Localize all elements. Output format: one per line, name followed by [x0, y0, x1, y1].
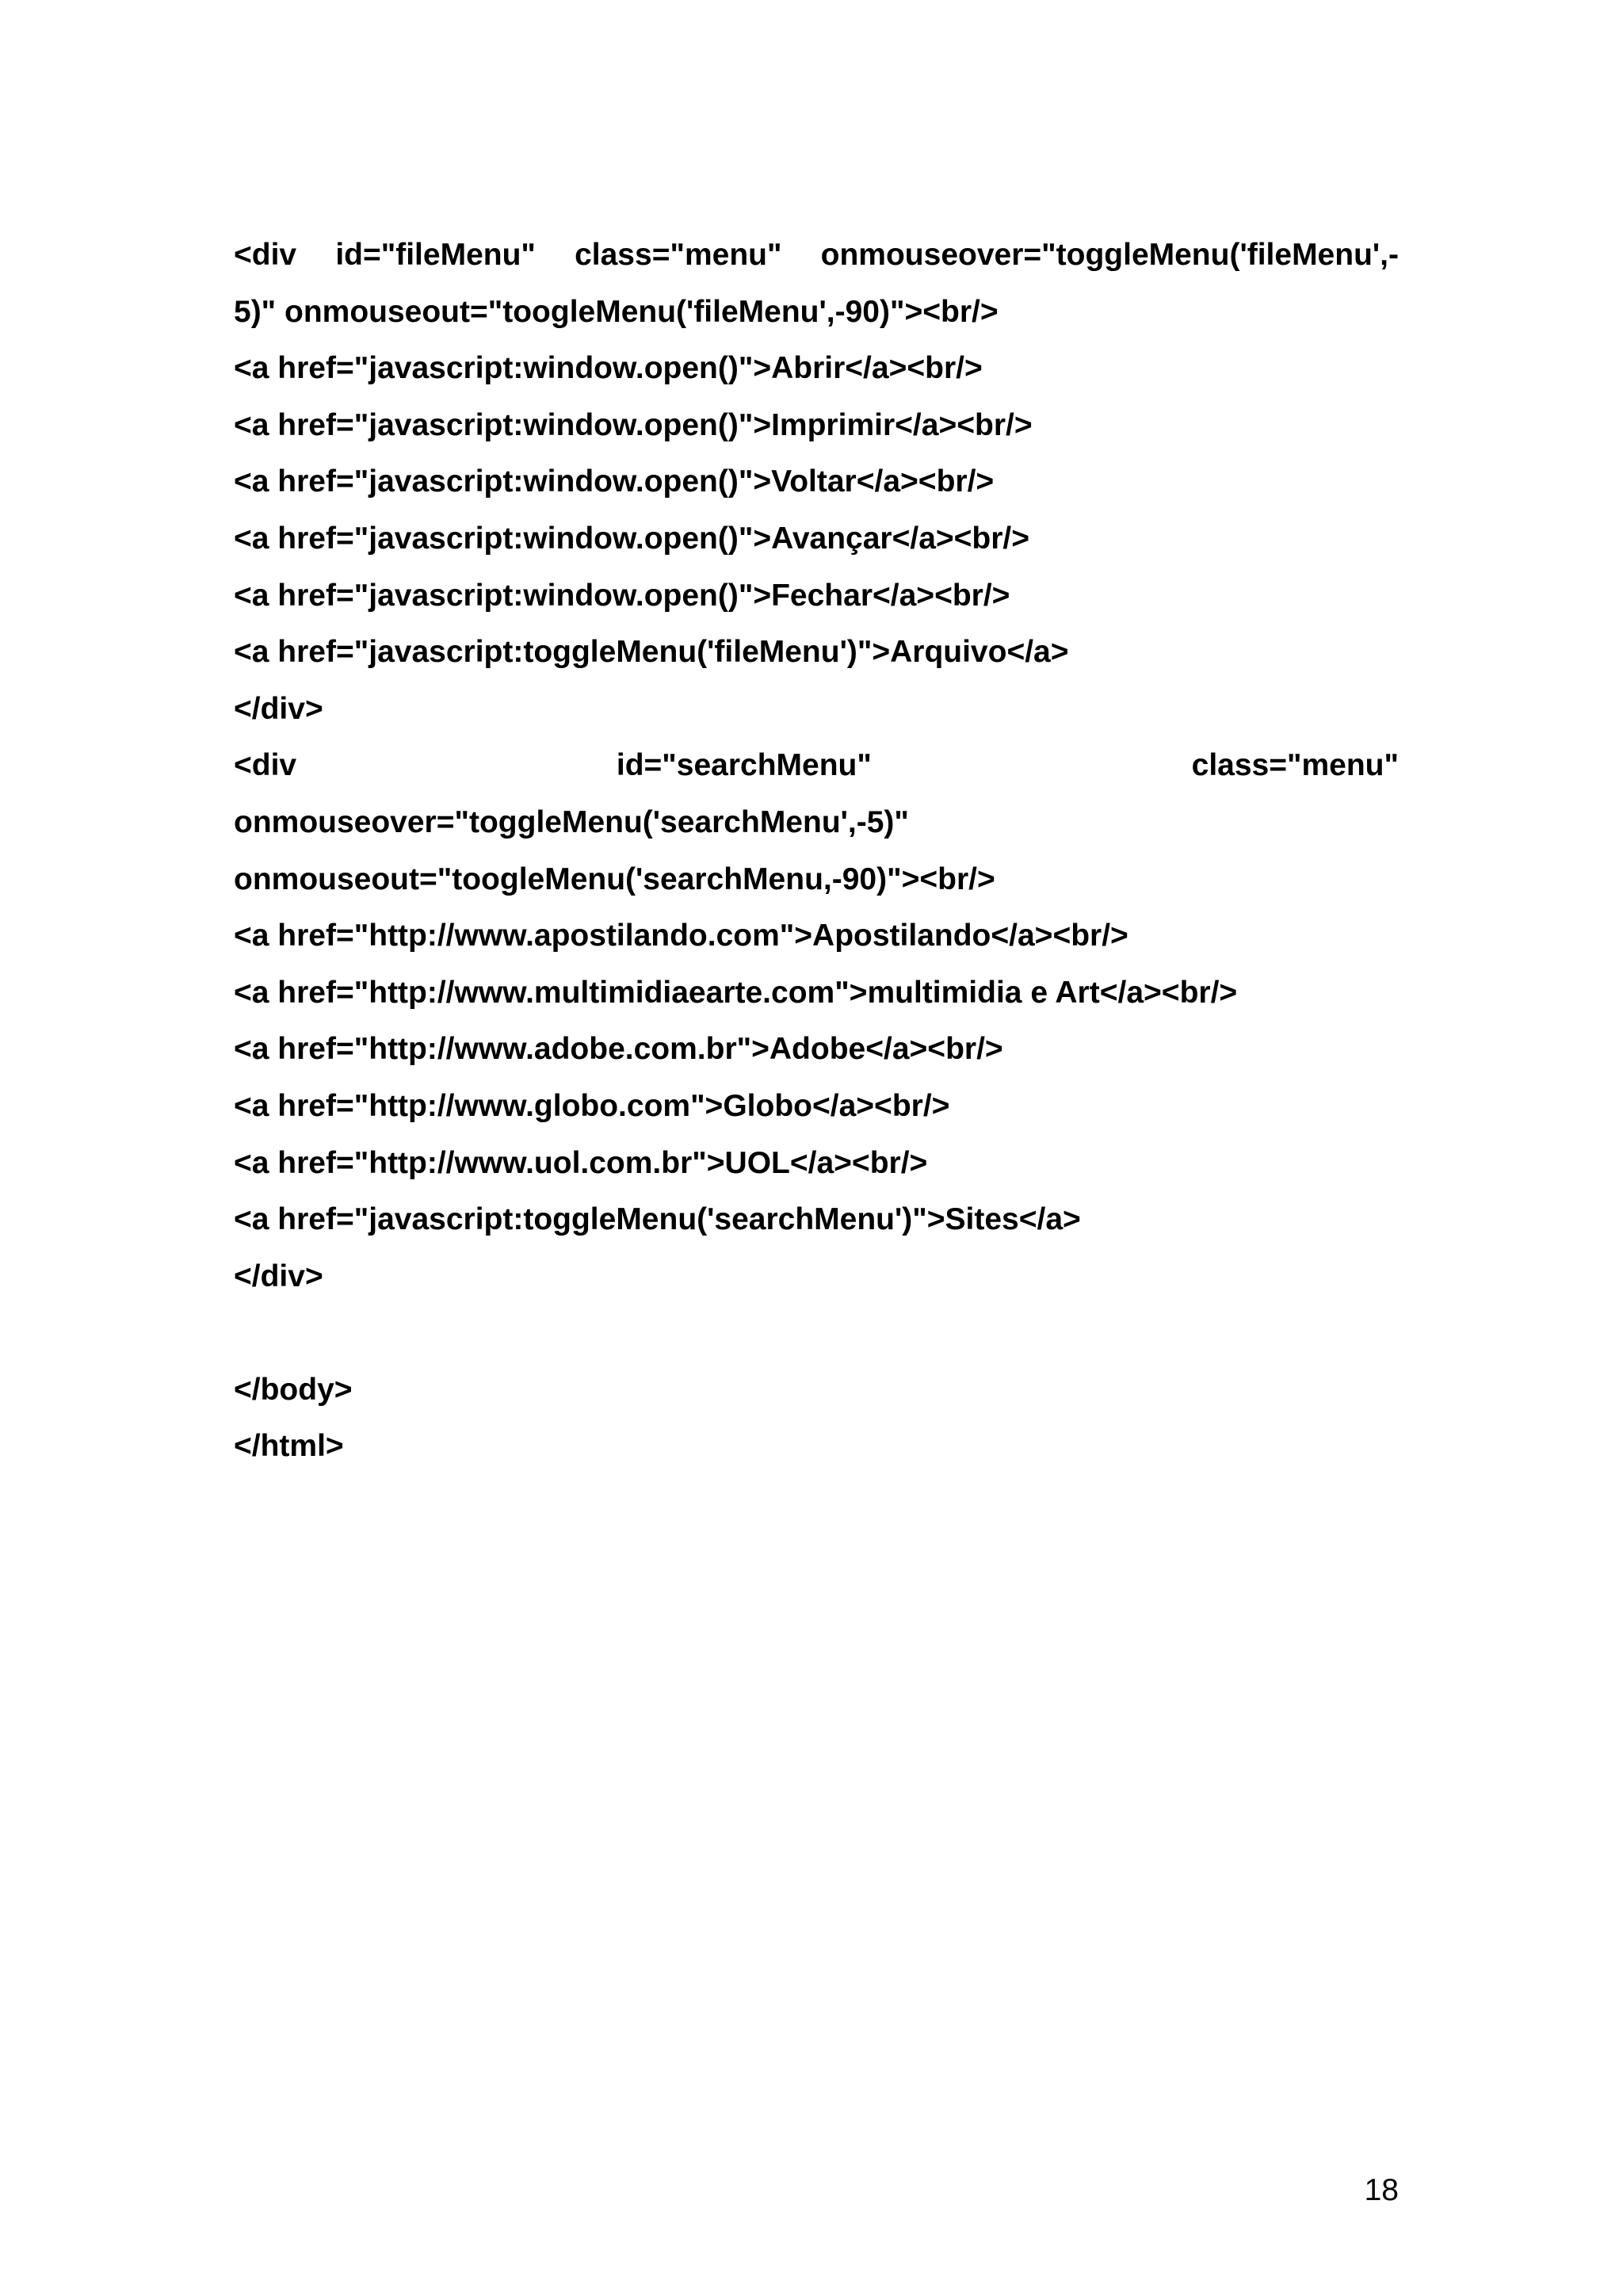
- code-line: <a href="javascript:window.open()">Voltar</a><br/>: [234, 464, 995, 499]
- code-listing: [234, 227, 1399, 1475]
- code-line: <a href="javascript:window.open()">Abrir</a><br/>: [234, 351, 983, 386]
- code-line: </body>: [234, 1372, 353, 1407]
- code-token: class="menu": [575, 238, 782, 272]
- code-line: onmouseover="toggleMenu('searchMenu',-5)": [234, 804, 909, 839]
- code-line: <a href="javascript:window.open()">Avançar</a><br/>: [234, 521, 1030, 556]
- code-line: onmouseout="toogleMenu('searchMenu,-90)"><br/>: [234, 861, 995, 896]
- code-line: [234, 737, 1399, 794]
- blank-line: [234, 1305, 1399, 1362]
- page-number: 18: [1364, 2173, 1399, 2207]
- code-line: [234, 227, 1399, 284]
- code-line: <a href="http://www.adobe.com.br">Adobe</a><br/>: [234, 1032, 1003, 1067]
- code-line: <a href="http://www.multimidiaearte.com">multimidia e Art</a><br/>: [234, 975, 1238, 1010]
- code-token: id="fileMenu": [335, 238, 536, 272]
- code-line: </div>: [234, 691, 323, 726]
- code-line: <a href="http://www.uol.com.br">UOL</a><br/>: [234, 1145, 928, 1180]
- code-line: <a href="javascript:window.open()">Fechar</a><br/>: [234, 578, 1010, 613]
- code-line: </div>: [234, 1259, 323, 1293]
- code-line: <a href="http://www.globo.com">Globo</a><br/>: [234, 1088, 950, 1123]
- code-token: class="menu": [1191, 748, 1399, 783]
- code-line: 5)" onmouseout="toogleMenu('fileMenu',-90)"><br/>: [234, 294, 999, 329]
- code-token: <div: [234, 748, 297, 783]
- code-line: <a href="http://www.apostilando.com">Apostilando</a><br/>: [234, 919, 1128, 953]
- code-line: <a href="javascript:toggleMenu('fileMenu')">Arquivo</a>: [234, 635, 1069, 670]
- code-line: <a href="javascript:toggleMenu('searchMenu')">Sites</a>: [234, 1202, 1081, 1237]
- code-token: id="searchMenu": [616, 748, 872, 783]
- code-token: onmouseover="toggleMenu('fileMenu',-: [820, 238, 1399, 272]
- code-line: <a href="javascript:window.open()">Imprimir</a><br/>: [234, 407, 1033, 442]
- code-token: <div: [234, 238, 297, 272]
- code-line: </html>: [234, 1429, 344, 1464]
